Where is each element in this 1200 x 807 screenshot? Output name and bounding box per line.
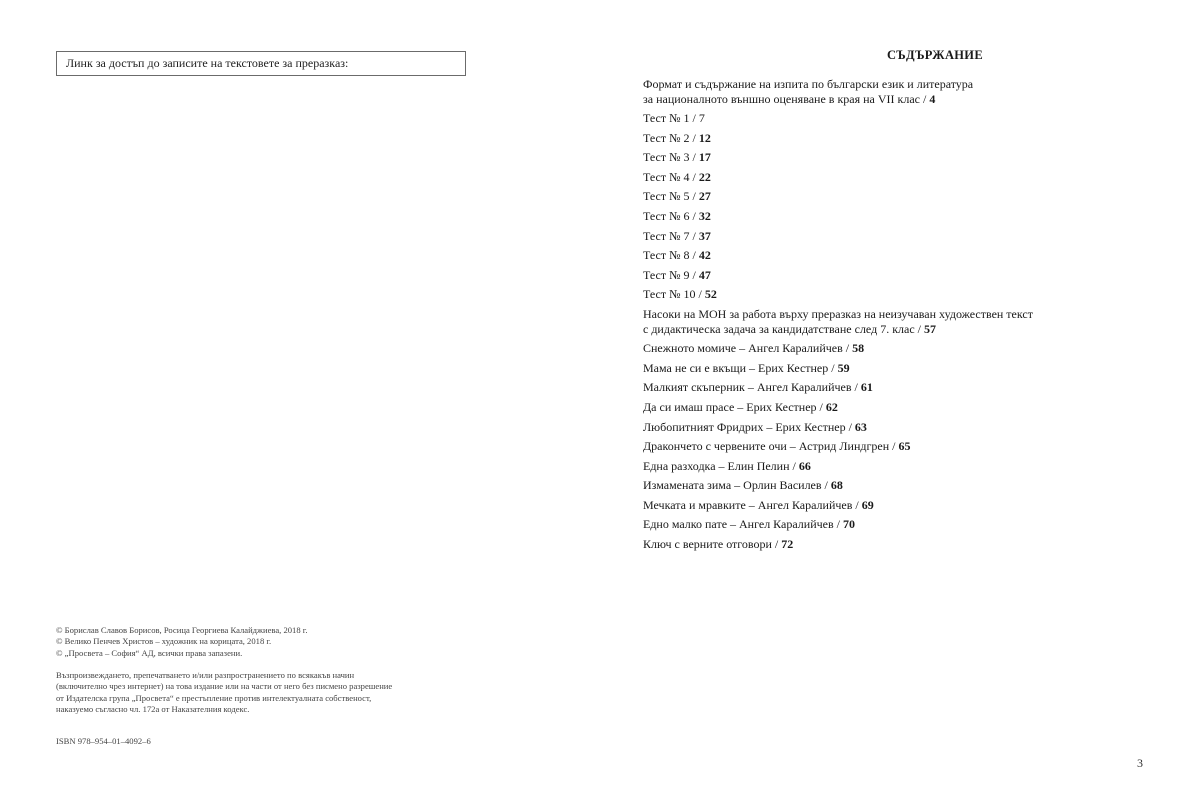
toc-entry-line [643,322,1143,337]
page-number: 3 [1137,756,1143,770]
toc-entry-line [643,420,1143,435]
toc-entry[interactable] [643,268,1143,283]
toc-entry-line [643,209,1143,224]
toc-entry-line [643,537,1143,552]
toc-entry-page: 68 [830,478,843,493]
copyright-block [56,625,308,659]
toc-entry-page: 65 [898,439,911,454]
toc-entry[interactable] [643,150,1143,165]
toc-entry-line [643,268,1143,283]
toc-entry[interactable] [643,229,1143,244]
toc-entry-page: 42 [698,248,711,263]
isbn: ISBN 978–954–01–4092–6 [56,736,151,746]
toc-entry-page: 47 [698,267,711,282]
toc-entry-line [643,170,1143,185]
toc-entry-line [643,189,1143,204]
copyright-line: © Борислав Славов Борисов, Росица Георгиева Калайджиева, 2018 г. [56,625,308,635]
toc-entry[interactable] [643,537,1143,552]
toc-entry-title: с дидактическа задача за кандидатстване след 7. клас / [643,321,925,336]
toc-entry-title: Тест № 2 / [643,130,699,145]
legal-line: от Издателска група „Просвета“ е престъпление против интелектуалната собственост, [56,692,372,703]
toc-entry-line [643,92,1143,107]
toc-entry[interactable] [643,478,1143,493]
toc-entry-title: Малкият скъперник – Ангел Каралийчев / [643,380,861,395]
toc-entry-line [643,131,1143,146]
toc-entry-line [643,229,1143,244]
toc-entry[interactable] [643,361,1143,376]
toc-entry[interactable] [643,400,1143,415]
toc-entry-line [643,111,1143,126]
toc-entry[interactable] [643,307,1143,336]
toc-entry-page: 52 [704,287,717,302]
toc-entry[interactable] [643,498,1143,513]
toc-entry-line [643,361,1143,376]
toc-entry-page: 63 [854,419,867,434]
toc-entry-title: Мечката и мравките – Ангел Каралийчев / [643,497,862,512]
toc-entry-line [643,400,1143,415]
toc-entry-line [643,498,1143,513]
toc-entry-title: Любопитният Фридрих – Ерих Кестнер / [643,419,855,434]
toc-entry-title: Да си имаш прасе – Ерих Кестнер / [643,399,826,414]
toc-entry-title: Ключ с верните отговори / [643,537,782,552]
toc-entry-title: Дракончето с червените очи – Астрид Линдгрен / [643,439,899,454]
toc-entry-title: Тест № 3 / [643,150,699,165]
toc-entry-line [643,517,1143,532]
legal-line: (включително чрез интернет) на това издание или на части от него без писмено разрешение [56,681,393,692]
toc-entry-title: Тест № 1 / [643,111,699,126]
toc-entry-page: 70 [842,517,855,532]
toc-entry-title: Тест № 4 / [643,169,699,184]
toc-entry-line [643,341,1143,356]
toc-entry-page: 69 [861,497,874,512]
toc-entry-page: 57 [924,321,937,336]
toc-title: СЪДЪРЖАНИЕ [887,48,983,62]
copyright-line: © Велико Пенчев Христов – художник на корицата, 2018 г. [56,636,272,647]
legal-line: наказуемо съгласно чл. 172а от Наказателния кодекс. [56,704,250,715]
toc-entry-page: 32 [698,209,711,224]
toc-entry[interactable] [643,189,1143,204]
toc-entry-line [643,459,1143,474]
toc-entry[interactable] [643,170,1143,185]
toc-entry[interactable] [643,420,1143,435]
toc-entry[interactable] [643,131,1143,146]
toc-entry-title: Тест № 8 / [643,248,699,263]
toc-entry[interactable] [643,341,1143,356]
toc-entry-line [643,248,1143,263]
legal-line: Възпроизвеждането, препечатването и/или разпространението по всякакъв начин [56,670,355,680]
toc-entry-title: Тест № 10 / [643,287,705,302]
toc-entry-line [643,478,1143,493]
toc-entry-title: Мама не си е вкъщи – Ерих Кестнер / [643,360,838,375]
toc-entry-title: Една разходка – Елин Пелин / [643,458,799,473]
toc-entry-title: Тест № 5 / [643,189,699,204]
toc-entry-page: 62 [825,399,838,414]
toc-entry-page: 66 [798,458,811,473]
toc-entry-page: 58 [852,341,865,356]
toc-entry-title: Измамената зима – Орлин Василев / [643,478,831,493]
toc-entry-line [643,150,1143,165]
toc-entry-page: 37 [698,228,711,243]
legal-notice [56,670,392,716]
toc-entry-title: Тест № 6 / [643,209,699,224]
toc-entry-page: 22 [698,169,711,184]
toc-entry-title: Снежното момиче – Ангел Каралийчев / [643,341,853,356]
toc-entry-title: Едно малко пате – Ангел Каралийчев / [643,517,843,532]
toc-entry-page: 61 [860,380,873,395]
toc-entry[interactable] [643,209,1143,224]
toc-entry-page: 59 [837,360,850,375]
toc-entry-page: 7 [698,111,705,126]
toc-entry-title: за националното външно оценяване в края на VII клас / [643,91,930,106]
toc-entry[interactable] [643,517,1143,532]
toc-entry-title: Насоки на МОН за работа върху преразказ на неизучаван художествен текст [643,307,1033,322]
toc-entry[interactable] [643,287,1143,302]
toc-entry-title: Тест № 7 / [643,228,699,243]
toc-entry[interactable] [643,439,1143,454]
link-box [56,51,466,76]
toc-entry-line [643,307,1143,322]
toc-entry-page: 17 [698,150,711,165]
table-of-contents [643,77,1143,557]
toc-entry-page: 27 [698,189,711,204]
toc-entry-line [643,287,1143,302]
toc-entry-page: 4 [929,91,936,106]
toc-entry-line [643,439,1143,454]
toc-entry-title: Тест № 9 / [643,267,699,282]
toc-entry[interactable] [643,380,1143,395]
toc-entry-line [643,77,1143,92]
toc-entry[interactable] [643,459,1143,474]
toc-entry[interactable] [643,77,1143,106]
toc-entry-page: 72 [781,537,794,552]
toc-entry[interactable] [643,248,1143,263]
toc-entry-line [643,380,1143,395]
link-box-label: Линк за достъп до записите на текстовете за преразказ: [66,56,349,70]
copyright-line: © „Просвета – София“ АД, всички права запазени. [56,647,243,658]
toc-entry-page: 12 [698,130,711,145]
toc-entry[interactable] [643,111,1143,126]
toc-entry-title: Формат и съдържание на изпита по български език и литература [643,77,974,91]
